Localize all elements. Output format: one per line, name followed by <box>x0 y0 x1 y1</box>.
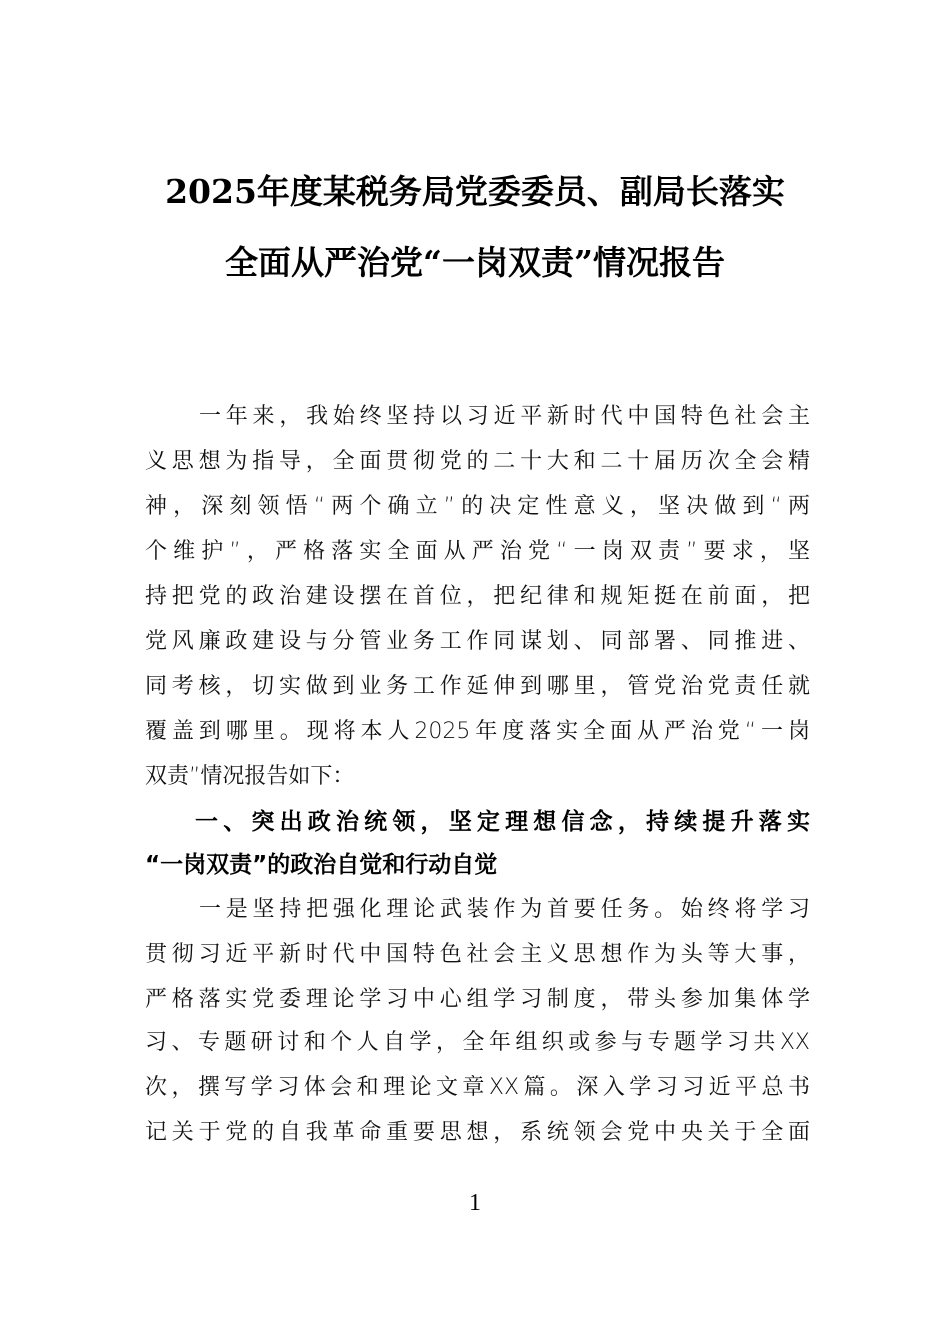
section-1-paragraph-line: 贯彻习近平新时代中国特色社会主义思想作为头等大事， <box>145 942 810 967</box>
intro-paragraph-line: 党风廉政建设与分管业务工作同谋划、同部署、同推进、 <box>145 629 810 654</box>
document-title-line-2: 全面从严治党“一岗双责”情况报告 <box>225 243 725 282</box>
intro-paragraph-line: 义思想为指导，全面贯彻党的二十大和二十届历次全会精 <box>145 449 810 474</box>
page-number: 1 <box>469 1190 481 1216</box>
intro-paragraph-line: 神，深刻领悟“两个确立”的决定性意义，坚决做到“两 <box>145 494 810 519</box>
intro-paragraph-line: 覆盖到哪里。现将本人2025年度落实全面从严治党“一岗 <box>145 719 810 744</box>
section-1-paragraph-line: 一是坚持把强化理论武装作为首要任务。始终将学习 <box>199 897 810 922</box>
section-1-paragraph-line: 次，撰写学习体会和理论文章XX篇。深入学习习近平总书 <box>145 1075 810 1100</box>
section-1-paragraph-line: 严格落实党委理论学习中心组学习制度，带头参加集体学 <box>145 987 810 1012</box>
section-1-heading-line: “一岗双责”的政治自觉和行动自觉 <box>145 852 498 878</box>
intro-paragraph-line: 双责”情况报告如下： <box>145 764 355 789</box>
section-1-paragraph-line: 习、专题研讨和个人自学，全年组织或参与专题学习共XX <box>145 1030 810 1055</box>
intro-paragraph-line: 个维护”，严格落实全面从严治党“一岗双责”要求，坚 <box>145 539 810 564</box>
section-1-heading-line: 一、突出政治统领，坚定理想信念，持续提升落实 <box>195 809 810 835</box>
section-1-paragraph-line: 记关于党的自我革命重要思想，系统领会党中央关于全面 <box>145 1120 810 1145</box>
intro-paragraph-line: 一年来，我始终坚持以习近平新时代中国特色社会主 <box>199 404 810 429</box>
intro-paragraph-line: 同考核，切实做到业务工作延伸到哪里，管党治党责任就 <box>145 674 810 699</box>
document-title-line-1: 2025年度某税务局党委委员、副局长落实 <box>165 172 785 211</box>
intro-paragraph-line: 持把党的政治建设摆在首位，把纪律和规矩挺在前面，把 <box>145 584 810 609</box>
